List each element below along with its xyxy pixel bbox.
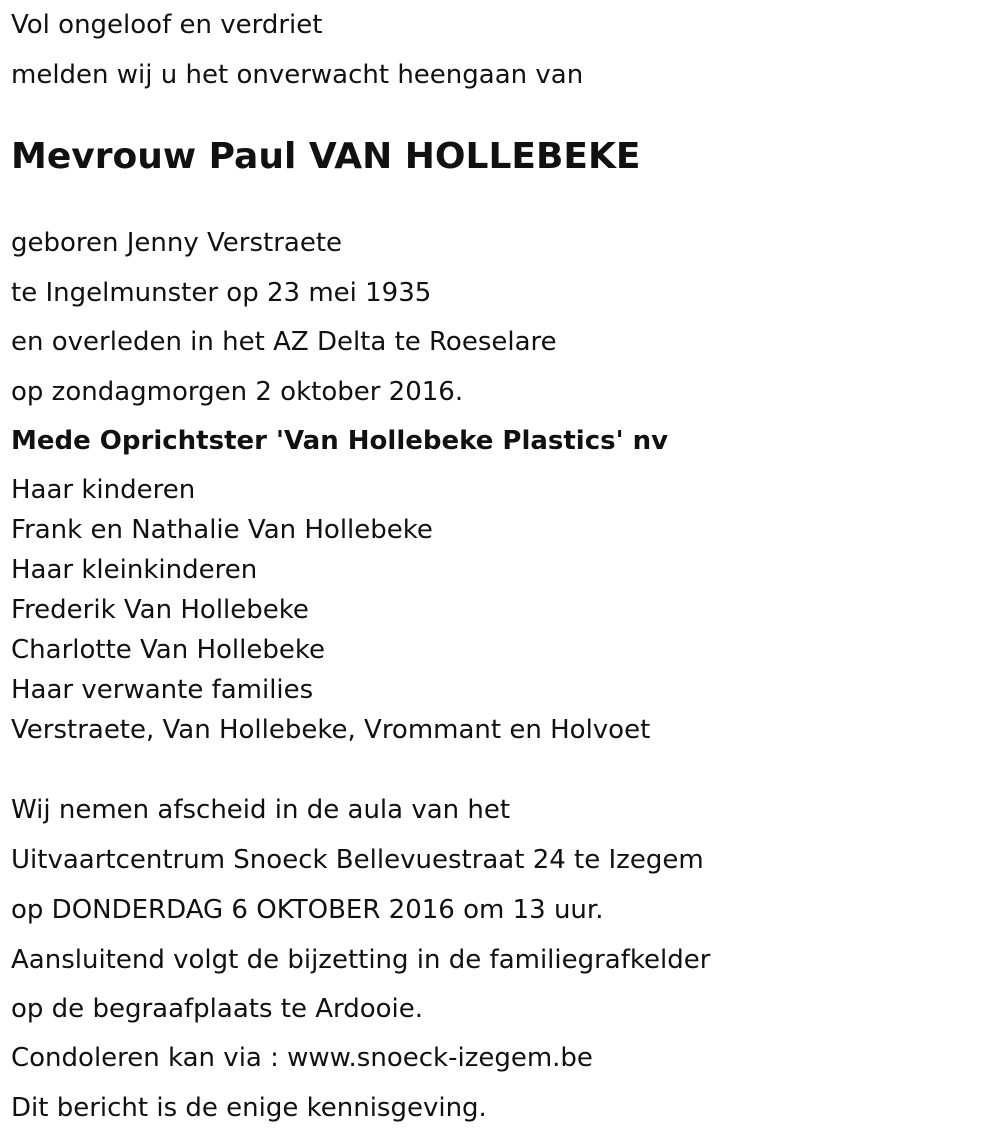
family-line: Frank en Nathalie Van Hollebeke — [11, 515, 433, 545]
ceremony-line: Uitvaartcentrum Snoeck Bellevuestraat 24 te Izegem — [11, 845, 704, 875]
notice-line: Dit bericht is de enige kennisgeving. — [11, 1093, 487, 1123]
intro-line-1: Vol ongeloof en verdriet — [11, 10, 323, 40]
birth-line: te Ingelmunster op 23 mei 1935 — [11, 278, 432, 308]
family-line: Verstraete, Van Hollebeke, Vrommant en Holvoet — [11, 715, 651, 745]
family-line: Charlotte Van Hollebeke — [11, 635, 326, 665]
born-as-line: geboren Jenny Verstraete — [11, 228, 343, 258]
death-date-line: op zondagmorgen 2 oktober 2016. — [11, 377, 464, 407]
family-line: Frederik Van Hollebeke — [11, 595, 309, 625]
family-line: Haar kinderen — [11, 475, 196, 505]
condolence-line: Condoleren kan via : www.snoeck-izegem.be — [11, 1043, 593, 1073]
ceremony-line: op de begraafplaats te Ardooie. — [11, 994, 424, 1024]
ceremony-line: Aansluitend volgt de bijzetting in de familiegrafkelder — [11, 945, 711, 975]
ceremony-line: op DONDERDAG 6 OKTOBER 2016 om 13 uur. — [11, 895, 604, 925]
family-line: Haar kleinkinderen — [11, 555, 258, 585]
ceremony-line: Wij nemen afscheid in de aula van het — [11, 795, 511, 825]
family-line: Haar verwante families — [11, 675, 314, 705]
intro-line-2: melden wij u het onverwacht heengaan van — [11, 60, 584, 90]
deceased-name: Mevrouw Paul VAN HOLLEBEKE — [11, 136, 641, 177]
death-place-line: en overleden in het AZ Delta te Roeselare — [11, 327, 557, 357]
role-line: Mede Oprichtster 'Van Hollebeke Plastics' nv — [11, 426, 669, 456]
